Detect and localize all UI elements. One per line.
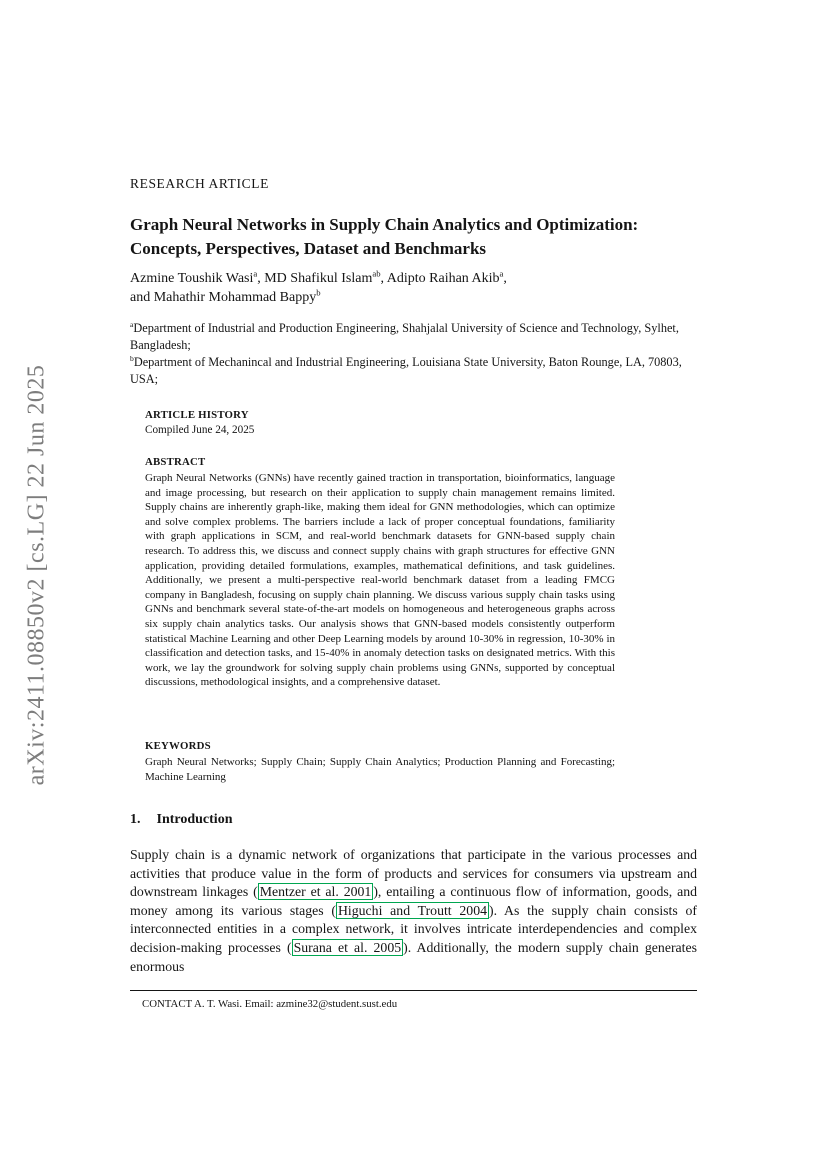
author-affiliation-mark: ab (372, 268, 381, 279)
affiliation-text: Department of Industrial and Production Engineering, Shahjalal University of Science and Technology, Sylhet, Bangladesh; (130, 321, 679, 352)
citation-link-higuchi-troutt-2004[interactable]: Higuchi and Troutt 2004 (337, 902, 487, 918)
citation-link-mentzer-2001[interactable]: Mentzer et al. 2001 (259, 884, 372, 900)
citation-link-surana-2005[interactable]: Surana et al. 2005 (293, 939, 402, 955)
author-name: and Mahathir Mohammad Bappy (130, 290, 317, 305)
arxiv-watermark (24, 365, 51, 786)
article-history-compiled: Compiled June 24, 2025 (145, 424, 255, 436)
author-name: , Adipto Raihan Akib (380, 271, 500, 286)
article-type-label: RESEARCH ARTICLE (130, 176, 269, 191)
body-text: ), entailing a continuous flow of information, goods, and money among its various stages ( (130, 884, 697, 918)
footnote-rule (130, 990, 697, 991)
affiliations (130, 320, 697, 388)
author-affiliation-mark: a (253, 268, 258, 279)
section-number: 1. (130, 812, 141, 827)
abstract-text: Graph Neural Networks (GNNs) have recently gained traction in transportation, bioinformatics, language and image processing, but research on their application to supply chain management remains limited. Supply chains are inherently graph-like, making them ideal for GNN methodologies, which can optimize and solve complex problems. The barriers include a lack of proper conceptual foundations, familiarity with graph applications in SCM, and real-world benchmark datasets for GNN-based supply chain research. To address this, we discuss and connect supply chains with graph structures for effective GNN application, providing detailed formulations, examples, mathematical definitions, and task guidelines. Additionally, we present a multi-perspective real-world benchmark dataset from a leading FMCG company in Bangladesh, focusing on supply chain planning. We discuss various supply chain tasks using GNNs and benchmark several state-of-the-art models on homogeneous and heterogeneous graphs across six supply chain analytics tasks. Our analysis shows that GNN-based models consistently outperform statistical Machine Learning and other Deep Learning models by around 10-30% in regression, 10-30% in classification and detection tasks, and 15-40% in anomaly detection tasks on designated metrics. With this work, we lay the groundwork for solving supply chain problems using GNNs, supported by conceptual discussions, methodological insights, and a comprehensive dataset. (145, 472, 615, 689)
affiliation-mark: a (130, 319, 134, 329)
article-history-heading: ARTICLE HISTORY (145, 409, 249, 421)
section-heading-introduction (130, 812, 232, 828)
author-name: , MD Shafikul Islam (257, 271, 373, 286)
affiliation-text: Department of Mechanincal and Industrial Engineering, Louisiana State University, Baton Rounge, LA, 70803, USA; (130, 355, 682, 386)
arxiv-watermark-text: arXiv:2411.08850v2 [cs.LG] 22 Jun 2025 (23, 364, 50, 786)
keywords-heading: KEYWORDS (145, 740, 211, 752)
keywords-block (145, 740, 615, 784)
paper-title: Graph Neural Networks in Supply Chain Analytics and Optimization: Concepts, Perspectives, Dataset and Benchmarks (130, 215, 639, 258)
keywords-text: Graph Neural Networks; Supply Chain; Supply Chain Analytics; Production Planning and Forecasting; Machine Learning (145, 756, 615, 783)
affiliation-item (130, 321, 679, 352)
author-separator: , (503, 271, 507, 286)
contact-footnote: CONTACT A. T. Wasi. Email: azmine32@student.sust.edu (142, 998, 398, 1010)
author-affiliation-mark: b (316, 287, 321, 298)
body-text: Supply chain is a dynamic network of organizations that participate in the various processes and activities that produce value in the form of products and services for consumers via upstream and downstream linkages ( (130, 847, 697, 900)
section-title: Introduction (156, 812, 233, 827)
authors-line (130, 269, 507, 307)
introduction-paragraph (130, 846, 697, 976)
affiliation-mark: b (130, 353, 134, 363)
article-history-block (145, 409, 615, 436)
abstract-block (145, 456, 615, 690)
author-affiliation-mark: a (499, 268, 504, 279)
abstract-heading: ABSTRACT (145, 456, 206, 468)
paper-content (130, 0, 697, 1170)
body-text: ). As the supply chain consists of interconnected entities in a complex network, it involves intricate interdependencies and complex decision-making processes ( (130, 902, 697, 955)
author-name: Azmine Toushik Wasi (130, 271, 254, 286)
affiliation-item (130, 355, 682, 386)
body-text: ). Additionally, the modern supply chain generates enormous (130, 939, 697, 974)
